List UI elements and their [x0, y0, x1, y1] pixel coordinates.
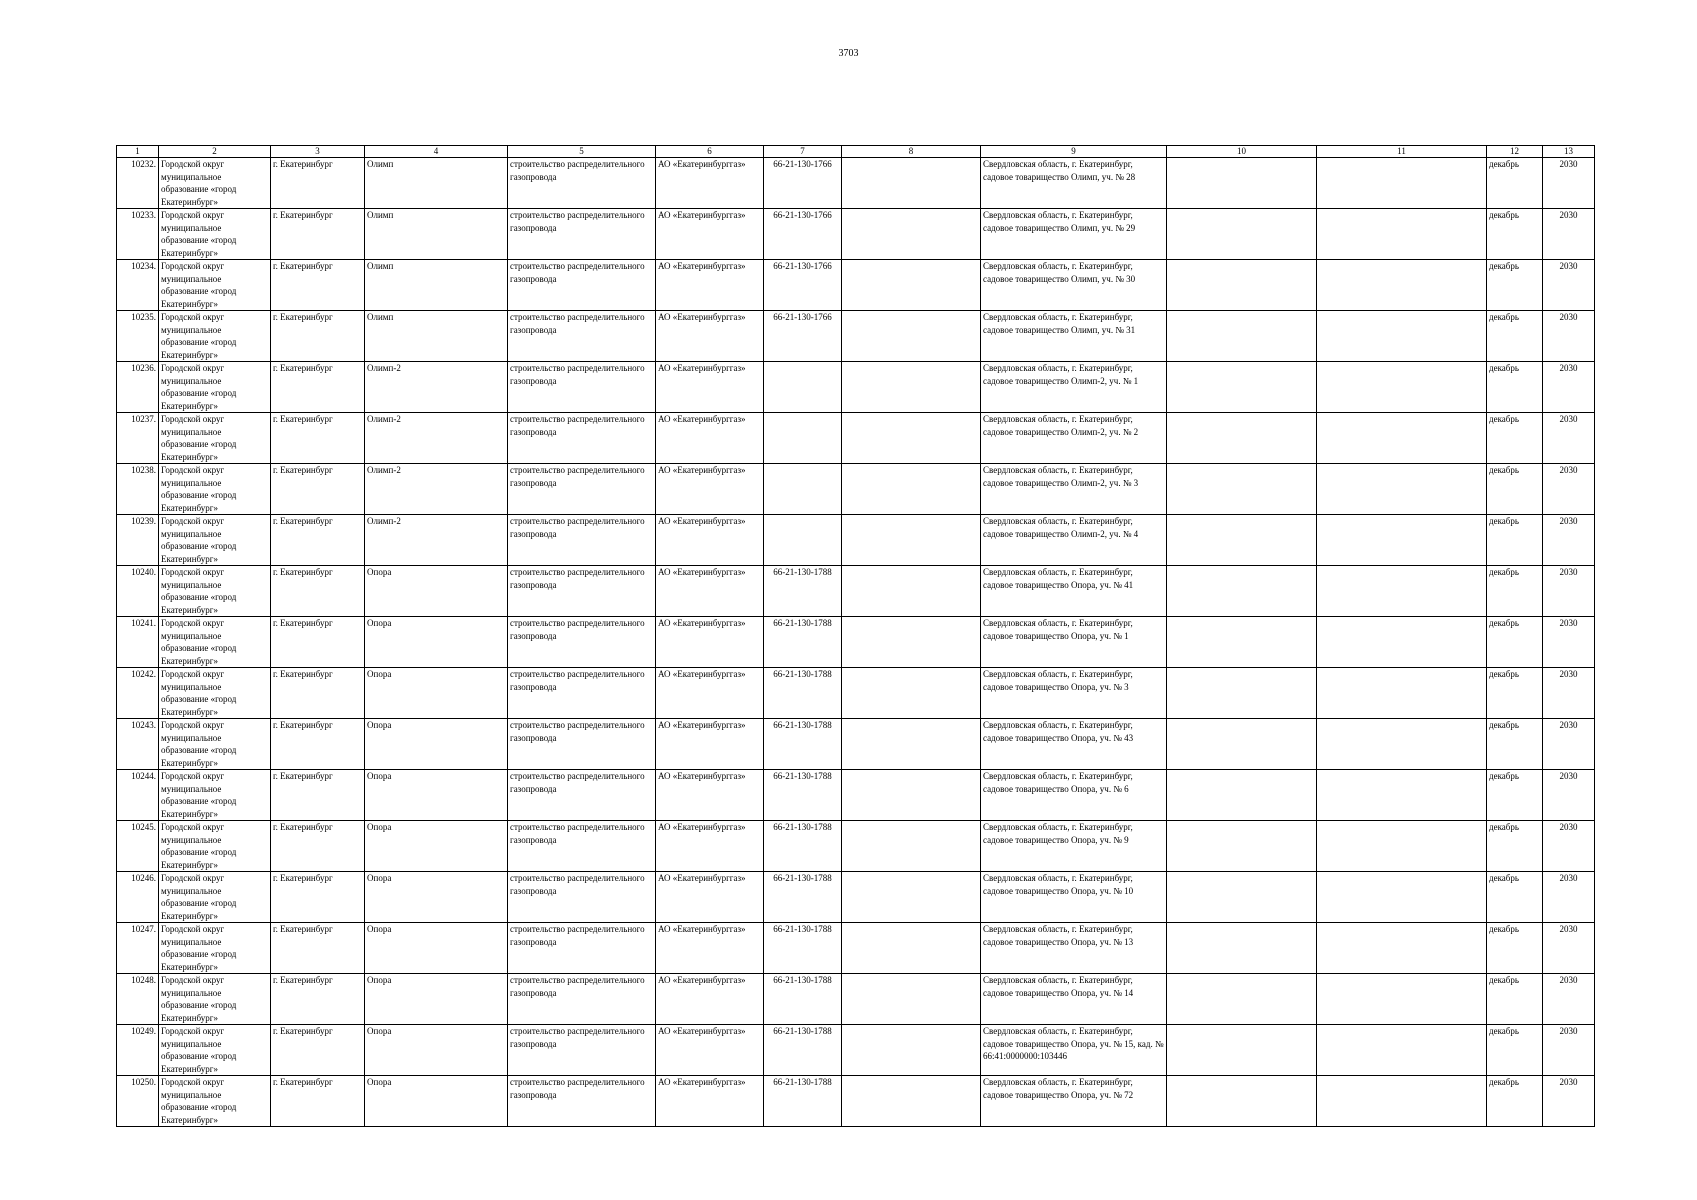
year-cell: 2030	[1543, 311, 1595, 362]
object-cell: Опора	[365, 566, 508, 617]
col11-cell	[1317, 821, 1487, 872]
operator-cell: АО «Екатеринбурггаз»	[656, 158, 764, 209]
col8-cell	[842, 719, 981, 770]
work-type-cell: строительство распределительного газопровода	[508, 668, 656, 719]
col8-cell	[842, 311, 981, 362]
operator-cell: АО «Екатеринбурггаз»	[656, 719, 764, 770]
locality-cell: г. Екатеринбург	[271, 1076, 365, 1127]
col11-cell	[1317, 260, 1487, 311]
row-number: 10241.	[117, 617, 159, 668]
address-cell: Свердловская область, г. Екатеринбург, садовое товарищество Опора, уч. № 41	[981, 566, 1167, 617]
code-cell: 66-21-130-1788	[764, 821, 842, 872]
column-header-12: 12	[1487, 146, 1543, 158]
operator-cell: АО «Екатеринбурггаз»	[656, 872, 764, 923]
work-type-cell: строительство распределительного газопровода	[508, 515, 656, 566]
col10-cell	[1167, 566, 1317, 617]
municipality-cell: Городской округ муниципальное образование «город Екатеринбург»	[159, 209, 271, 260]
table-row	[117, 413, 1595, 464]
municipality-cell: Городской округ муниципальное образование «город Екатеринбург»	[159, 872, 271, 923]
col8-cell	[842, 362, 981, 413]
code-cell: 66-21-130-1788	[764, 770, 842, 821]
address-cell: Свердловская область, г. Екатеринбург, садовое товарищество Олимп, уч. № 30	[981, 260, 1167, 311]
code-cell: 66-21-130-1788	[764, 923, 842, 974]
object-cell: Олимп-2	[365, 362, 508, 413]
locality-cell: г. Екатеринбург	[271, 362, 365, 413]
address-cell: Свердловская область, г. Екатеринбург, садовое товарищество Опора, уч. № 14	[981, 974, 1167, 1025]
month-cell: декабрь	[1487, 872, 1543, 923]
col10-cell	[1167, 515, 1317, 566]
work-type-cell: строительство распределительного газопровода	[508, 311, 656, 362]
year-cell: 2030	[1543, 923, 1595, 974]
year-cell: 2030	[1543, 209, 1595, 260]
municipality-cell: Городской округ муниципальное образование «город Екатеринбург»	[159, 515, 271, 566]
col10-cell	[1167, 668, 1317, 719]
col8-cell	[842, 1025, 981, 1076]
operator-cell: АО «Екатеринбурггаз»	[656, 617, 764, 668]
col10-cell	[1167, 872, 1317, 923]
col11-cell	[1317, 311, 1487, 362]
row-number: 10250.	[117, 1076, 159, 1127]
address-cell: Свердловская область, г. Екатеринбург, садовое товарищество Опора, уч. № 6	[981, 770, 1167, 821]
locality-cell: г. Екатеринбург	[271, 311, 365, 362]
locality-cell: г. Екатеринбург	[271, 413, 365, 464]
col11-cell	[1317, 1076, 1487, 1127]
col8-cell	[842, 1076, 981, 1127]
col8-cell	[842, 821, 981, 872]
col10-cell	[1167, 1025, 1317, 1076]
object-cell: Опора	[365, 1076, 508, 1127]
address-cell: Свердловская область, г. Екатеринбург, садовое товарищество Опора, уч. № 43	[981, 719, 1167, 770]
year-cell: 2030	[1543, 974, 1595, 1025]
work-type-cell: строительство распределительного газопровода	[508, 1025, 656, 1076]
operator-cell: АО «Екатеринбурггаз»	[656, 362, 764, 413]
year-cell: 2030	[1543, 464, 1595, 515]
col11-cell	[1317, 974, 1487, 1025]
locality-cell: г. Екатеринбург	[271, 1025, 365, 1076]
municipality-cell: Городской округ муниципальное образование «город Екатеринбург»	[159, 260, 271, 311]
col11-cell	[1317, 566, 1487, 617]
col8-cell	[842, 668, 981, 719]
object-cell: Олимп-2	[365, 515, 508, 566]
municipality-cell: Городской округ муниципальное образование «город Екатеринбург»	[159, 566, 271, 617]
column-header-11: 11	[1317, 146, 1487, 158]
month-cell: декабрь	[1487, 311, 1543, 362]
column-header-2: 2	[159, 146, 271, 158]
col10-cell	[1167, 413, 1317, 464]
col10-cell	[1167, 362, 1317, 413]
municipality-cell: Городской округ муниципальное образование «город Екатеринбург»	[159, 362, 271, 413]
table-row	[117, 311, 1595, 362]
work-type-cell: строительство распределительного газопровода	[508, 617, 656, 668]
col10-cell	[1167, 821, 1317, 872]
locality-cell: г. Екатеринбург	[271, 515, 365, 566]
column-header-4: 4	[365, 146, 508, 158]
row-number: 10243.	[117, 719, 159, 770]
table-row	[117, 872, 1595, 923]
work-type-cell: строительство распределительного газопровода	[508, 821, 656, 872]
column-header-3: 3	[271, 146, 365, 158]
object-cell: Олимп	[365, 158, 508, 209]
table-row	[117, 362, 1595, 413]
table-row	[117, 974, 1595, 1025]
work-type-cell: строительство распределительного газопровода	[508, 1076, 656, 1127]
operator-cell: АО «Екатеринбурггаз»	[656, 974, 764, 1025]
address-cell: Свердловская область, г. Екатеринбург, садовое товарищество Опора, уч. № 3	[981, 668, 1167, 719]
municipality-cell: Городской округ муниципальное образование «город Екатеринбург»	[159, 770, 271, 821]
operator-cell: АО «Екатеринбурггаз»	[656, 566, 764, 617]
row-number: 10239.	[117, 515, 159, 566]
address-cell: Свердловская область, г. Екатеринбург, садовое товарищество Опора, уч. № 13	[981, 923, 1167, 974]
row-number: 10232.	[117, 158, 159, 209]
col11-cell	[1317, 413, 1487, 464]
object-cell: Опора	[365, 923, 508, 974]
col11-cell	[1317, 515, 1487, 566]
locality-cell: г. Екатеринбург	[271, 719, 365, 770]
code-cell: 66-21-130-1788	[764, 566, 842, 617]
year-cell: 2030	[1543, 872, 1595, 923]
month-cell: декабрь	[1487, 923, 1543, 974]
table-row	[117, 464, 1595, 515]
municipality-cell: Городской округ муниципальное образование «город Екатеринбург»	[159, 464, 271, 515]
col8-cell	[842, 617, 981, 668]
work-type-cell: строительство распределительного газопровода	[508, 770, 656, 821]
month-cell: декабрь	[1487, 260, 1543, 311]
col10-cell	[1167, 1076, 1317, 1127]
address-cell: Свердловская область, г. Екатеринбург, садовое товарищество Опора, уч. № 1	[981, 617, 1167, 668]
row-number: 10247.	[117, 923, 159, 974]
locality-cell: г. Екатеринбург	[271, 464, 365, 515]
code-cell	[764, 413, 842, 464]
address-cell: Свердловская область, г. Екатеринбург, садовое товарищество Опора, уч. № 9	[981, 821, 1167, 872]
col11-cell	[1317, 1025, 1487, 1076]
code-cell: 66-21-130-1788	[764, 974, 842, 1025]
code-cell: 66-21-130-1788	[764, 1076, 842, 1127]
address-cell: Свердловская область, г. Екатеринбург, садовое товарищество Олимп, уч. № 29	[981, 209, 1167, 260]
column-header-5: 5	[508, 146, 656, 158]
locality-cell: г. Екатеринбург	[271, 872, 365, 923]
operator-cell: АО «Екатеринбурггаз»	[656, 464, 764, 515]
table-row	[117, 770, 1595, 821]
col11-cell	[1317, 719, 1487, 770]
municipality-cell: Городской округ муниципальное образование «город Екатеринбург»	[159, 821, 271, 872]
year-cell: 2030	[1543, 719, 1595, 770]
month-cell: декабрь	[1487, 770, 1543, 821]
operator-cell: АО «Екатеринбурггаз»	[656, 821, 764, 872]
col10-cell	[1167, 311, 1317, 362]
col10-cell	[1167, 158, 1317, 209]
col8-cell	[842, 209, 981, 260]
col10-cell	[1167, 974, 1317, 1025]
code-cell: 66-21-130-1766	[764, 209, 842, 260]
month-cell: декабрь	[1487, 566, 1543, 617]
col8-cell	[842, 260, 981, 311]
operator-cell: АО «Екатеринбурггаз»	[656, 770, 764, 821]
municipality-cell: Городской округ муниципальное образование «город Екатеринбург»	[159, 311, 271, 362]
object-cell: Опора	[365, 1025, 508, 1076]
table-row	[117, 566, 1595, 617]
work-type-cell: строительство распределительного газопровода	[508, 158, 656, 209]
column-header-6: 6	[656, 146, 764, 158]
table-body	[117, 158, 1595, 1127]
col10-cell	[1167, 923, 1317, 974]
month-cell: декабрь	[1487, 1076, 1543, 1127]
municipality-cell: Городской округ муниципальное образование «город Екатеринбург»	[159, 158, 271, 209]
municipality-cell: Городской округ муниципальное образование «город Екатеринбург»	[159, 413, 271, 464]
col8-cell	[842, 872, 981, 923]
operator-cell: АО «Екатеринбурггаз»	[656, 1076, 764, 1127]
operator-cell: АО «Екатеринбурггаз»	[656, 1025, 764, 1076]
month-cell: декабрь	[1487, 158, 1543, 209]
row-number: 10246.	[117, 872, 159, 923]
operator-cell: АО «Екатеринбурггаз»	[656, 515, 764, 566]
year-cell: 2030	[1543, 413, 1595, 464]
registry-table	[116, 145, 1595, 1127]
row-number: 10236.	[117, 362, 159, 413]
code-cell: 66-21-130-1788	[764, 719, 842, 770]
col8-cell	[842, 413, 981, 464]
column-header-8: 8	[842, 146, 981, 158]
year-cell: 2030	[1543, 362, 1595, 413]
col11-cell	[1317, 158, 1487, 209]
col10-cell	[1167, 260, 1317, 311]
month-cell: декабрь	[1487, 719, 1543, 770]
row-number: 10233.	[117, 209, 159, 260]
object-cell: Опора	[365, 821, 508, 872]
object-cell: Опора	[365, 668, 508, 719]
table-row	[117, 158, 1595, 209]
locality-cell: г. Екатеринбург	[271, 923, 365, 974]
row-number: 10237.	[117, 413, 159, 464]
col8-cell	[842, 566, 981, 617]
operator-cell: АО «Екатеринбурггаз»	[656, 668, 764, 719]
col11-cell	[1317, 209, 1487, 260]
table-row	[117, 1076, 1595, 1127]
locality-cell: г. Екатеринбург	[271, 821, 365, 872]
code-cell: 66-21-130-1788	[764, 872, 842, 923]
row-number: 10235.	[117, 311, 159, 362]
col8-cell	[842, 974, 981, 1025]
col8-cell	[842, 158, 981, 209]
address-cell: Свердловская область, г. Екатеринбург, садовое товарищество Олимп-2, уч. № 1	[981, 362, 1167, 413]
month-cell: декабрь	[1487, 974, 1543, 1025]
page-number: 3703	[838, 48, 859, 59]
table-row	[117, 923, 1595, 974]
table-row	[117, 617, 1595, 668]
year-cell: 2030	[1543, 770, 1595, 821]
table-row	[117, 668, 1595, 719]
locality-cell: г. Екатеринбург	[271, 617, 365, 668]
work-type-cell: строительство распределительного газопровода	[508, 260, 656, 311]
month-cell: декабрь	[1487, 821, 1543, 872]
month-cell: декабрь	[1487, 464, 1543, 515]
row-number: 10244.	[117, 770, 159, 821]
operator-cell: АО «Екатеринбурггаз»	[656, 260, 764, 311]
work-type-cell: строительство распределительного газопровода	[508, 566, 656, 617]
month-cell: декабрь	[1487, 1025, 1543, 1076]
table-row	[117, 821, 1595, 872]
locality-cell: г. Екатеринбург	[271, 668, 365, 719]
address-cell: Свердловская область, г. Екатеринбург, садовое товарищество Олимп, уч. № 28	[981, 158, 1167, 209]
col11-cell	[1317, 770, 1487, 821]
municipality-cell: Городской округ муниципальное образование «город Екатеринбург»	[159, 617, 271, 668]
locality-cell: г. Екатеринбург	[271, 566, 365, 617]
col10-cell	[1167, 770, 1317, 821]
row-number: 10240.	[117, 566, 159, 617]
code-cell	[764, 464, 842, 515]
col8-cell	[842, 770, 981, 821]
code-cell: 66-21-130-1766	[764, 158, 842, 209]
code-cell: 66-21-130-1788	[764, 1025, 842, 1076]
col10-cell	[1167, 719, 1317, 770]
locality-cell: г. Екатеринбург	[271, 158, 365, 209]
municipality-cell: Городской округ муниципальное образование «город Екатеринбург»	[159, 923, 271, 974]
table-row	[117, 515, 1595, 566]
col8-cell	[842, 923, 981, 974]
month-cell: декабрь	[1487, 668, 1543, 719]
object-cell: Олимп-2	[365, 413, 508, 464]
row-number: 10238.	[117, 464, 159, 515]
work-type-cell: строительство распределительного газопровода	[508, 464, 656, 515]
column-header-9: 9	[981, 146, 1167, 158]
locality-cell: г. Екатеринбург	[271, 209, 365, 260]
locality-cell: г. Екатеринбург	[271, 770, 365, 821]
row-number: 10248.	[117, 974, 159, 1025]
work-type-cell: строительство распределительного газопровода	[508, 923, 656, 974]
year-cell: 2030	[1543, 821, 1595, 872]
column-header-1: 1	[117, 146, 159, 158]
year-cell: 2030	[1543, 1025, 1595, 1076]
municipality-cell: Городской округ муниципальное образование «город Екатеринбург»	[159, 974, 271, 1025]
month-cell: декабрь	[1487, 617, 1543, 668]
object-cell: Олимп	[365, 260, 508, 311]
address-cell: Свердловская область, г. Екатеринбург, садовое товарищество Олимп-2, уч. № 4	[981, 515, 1167, 566]
operator-cell: АО «Екатеринбурггаз»	[656, 413, 764, 464]
header-row	[117, 146, 1595, 158]
col11-cell	[1317, 617, 1487, 668]
col10-cell	[1167, 464, 1317, 515]
municipality-cell: Городской округ муниципальное образование «город Екатеринбург»	[159, 1076, 271, 1127]
work-type-cell: строительство распределительного газопровода	[508, 209, 656, 260]
year-cell: 2030	[1543, 617, 1595, 668]
locality-cell: г. Екатеринбург	[271, 260, 365, 311]
municipality-cell: Городской округ муниципальное образование «город Екатеринбург»	[159, 1025, 271, 1076]
code-cell: 66-21-130-1788	[764, 668, 842, 719]
col11-cell	[1317, 668, 1487, 719]
row-number: 10242.	[117, 668, 159, 719]
object-cell: Опора	[365, 872, 508, 923]
object-cell: Опора	[365, 617, 508, 668]
column-header-10: 10	[1167, 146, 1317, 158]
address-cell: Свердловская область, г. Екатеринбург, садовое товарищество Опора, уч. № 72	[981, 1076, 1167, 1127]
municipality-cell: Городской округ муниципальное образование «город Екатеринбург»	[159, 668, 271, 719]
year-cell: 2030	[1543, 515, 1595, 566]
col11-cell	[1317, 872, 1487, 923]
object-cell: Олимп	[365, 311, 508, 362]
table-row	[117, 260, 1595, 311]
row-number: 10234.	[117, 260, 159, 311]
col8-cell	[842, 515, 981, 566]
year-cell: 2030	[1543, 566, 1595, 617]
address-cell: Свердловская область, г. Екатеринбург, садовое товарищество Олимп-2, уч. № 3	[981, 464, 1167, 515]
col11-cell	[1317, 923, 1487, 974]
row-number: 10249.	[117, 1025, 159, 1076]
object-cell: Опора	[365, 719, 508, 770]
address-cell: Свердловская область, г. Екатеринбург, садовое товарищество Олимп-2, уч. № 2	[981, 413, 1167, 464]
col8-cell	[842, 464, 981, 515]
municipality-cell: Городской округ муниципальное образование «город Екатеринбург»	[159, 719, 271, 770]
operator-cell: АО «Екатеринбурггаз»	[656, 311, 764, 362]
month-cell: декабрь	[1487, 413, 1543, 464]
operator-cell: АО «Екатеринбурггаз»	[656, 209, 764, 260]
col11-cell	[1317, 362, 1487, 413]
year-cell: 2030	[1543, 260, 1595, 311]
year-cell: 2030	[1543, 158, 1595, 209]
work-type-cell: строительство распределительного газопровода	[508, 719, 656, 770]
address-cell: Свердловская область, г. Екатеринбург, садовое товарищество Олимп, уч. № 31	[981, 311, 1167, 362]
object-cell: Олимп	[365, 209, 508, 260]
col10-cell	[1167, 209, 1317, 260]
object-cell: Олимп-2	[365, 464, 508, 515]
code-cell: 66-21-130-1766	[764, 260, 842, 311]
year-cell: 2030	[1543, 668, 1595, 719]
code-cell	[764, 362, 842, 413]
object-cell: Опора	[365, 974, 508, 1025]
code-cell	[764, 515, 842, 566]
object-cell: Опора	[365, 770, 508, 821]
column-header-13: 13	[1543, 146, 1595, 158]
col10-cell	[1167, 617, 1317, 668]
column-header-7: 7	[764, 146, 842, 158]
table-row	[117, 1025, 1595, 1076]
month-cell: декабрь	[1487, 515, 1543, 566]
col11-cell	[1317, 464, 1487, 515]
address-cell: Свердловская область, г. Екатеринбург, садовое товарищество Опора, уч. № 15, кад. № 66:41:0000000:103446	[981, 1025, 1167, 1076]
month-cell: декабрь	[1487, 209, 1543, 260]
code-cell: 66-21-130-1788	[764, 617, 842, 668]
row-number: 10245.	[117, 821, 159, 872]
work-type-cell: строительство распределительного газопровода	[508, 413, 656, 464]
month-cell: декабрь	[1487, 362, 1543, 413]
work-type-cell: строительство распределительного газопровода	[508, 362, 656, 413]
work-type-cell: строительство распределительного газопровода	[508, 974, 656, 1025]
address-cell: Свердловская область, г. Екатеринбург, садовое товарищество Опора, уч. № 10	[981, 872, 1167, 923]
year-cell: 2030	[1543, 1076, 1595, 1127]
code-cell: 66-21-130-1766	[764, 311, 842, 362]
operator-cell: АО «Екатеринбурггаз»	[656, 923, 764, 974]
table-row	[117, 209, 1595, 260]
locality-cell: г. Екатеринбург	[271, 974, 365, 1025]
work-type-cell: строительство распределительного газопровода	[508, 872, 656, 923]
table-row	[117, 719, 1595, 770]
